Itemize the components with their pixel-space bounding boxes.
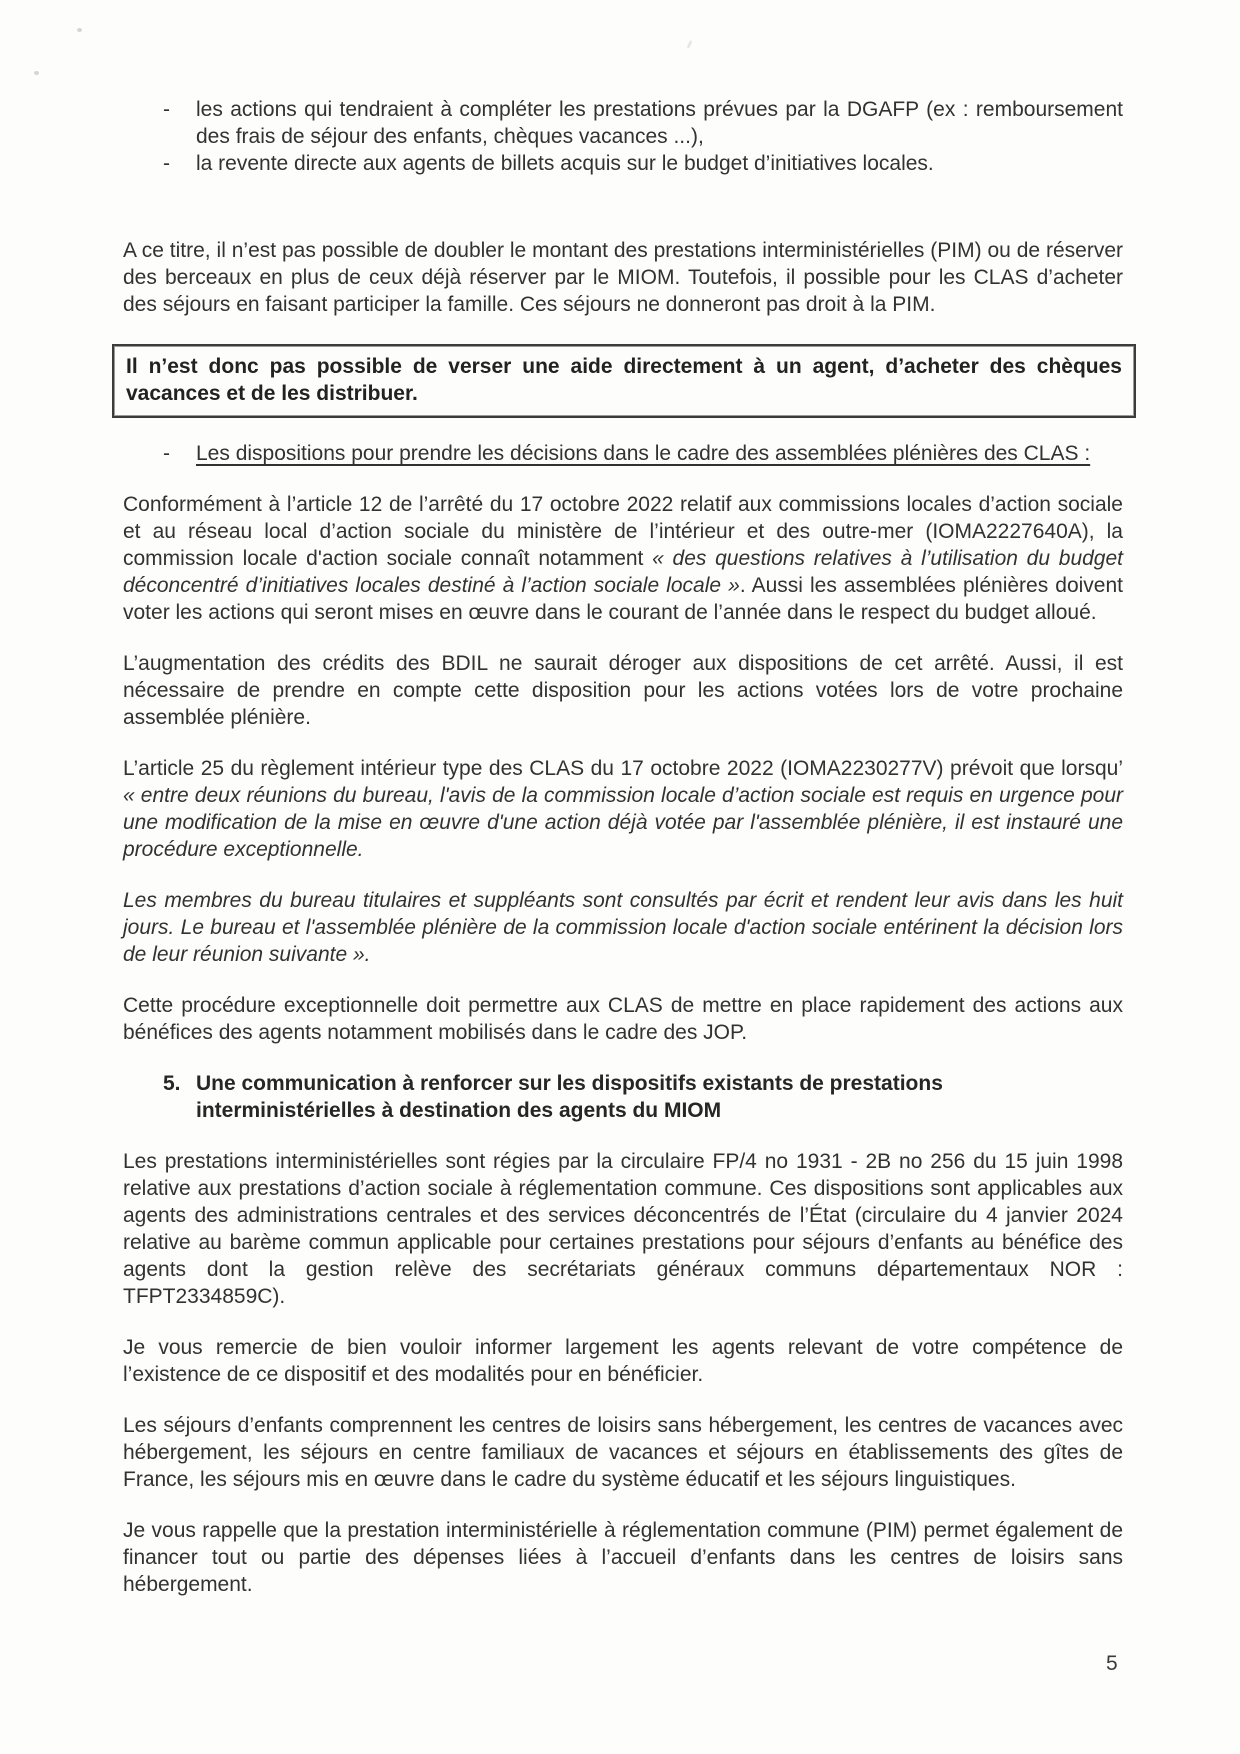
section-number: 5. — [163, 1072, 181, 1095]
boxed-statement — [112, 344, 1136, 418]
section-5-heading-text: Une communication à renforcer sur les dispositifs existants de prestations interministérielles à destination des agents du MIOM — [196, 1072, 943, 1122]
list-item — [123, 96, 1123, 150]
bullet-dash: - — [163, 98, 170, 121]
paragraph-conformement-article-12 — [123, 491, 1123, 626]
paragraph-segment: L’article 25 du règlement intérieur type des CLAS du 17 octobre 2022 (IOMA2230277V) prévoit que lorsqu’ — [123, 757, 1123, 780]
underlined-heading — [123, 440, 1123, 467]
paragraph-segment: . Aussi les assemblées plénières doivent voter les actions qui seront mises en œuvre dans le courant de l’année dans le respect du budget alloué. — [123, 574, 1123, 624]
paragraph-prestations-interministerielles: Les prestations interministérielles sont régies par la circulaire FP/4 no 1931 - 2B no 256 du 15 juin 1998 relative aux prestations d’action sociale à réglementation commune. Ces dispositions sont applicables aux agents des administrations centrales et des services déconcentrés de l’État (circulaire du 4 janvier 2024 relative au barème commun applicable pour certaines prestations pour séjours d’enfants au bénéfice des agents dont la gestion relève des secrétariats généraux communs départementaux NOR : TFPT2334859C). — [123, 1150, 1123, 1308]
paragraph-je-vous-remercie: Je vous remercie de bien vouloir informer largement les agents relevant de votre compétence de l’existence de ce dispositif et des modalités pour en bénéficier. — [123, 1336, 1123, 1386]
boxed-statement-text: Il n’est donc pas possible de verser une aide directement à un agent, d’acheter des chèques vacances et de les distribuer. — [126, 355, 1122, 405]
scan-artifact — [77, 28, 82, 32]
paragraph-segment: Conformément à l’article 12 de l’arrêté du 17 octobre 2022 relatif aux commissions locales d’action sociale et au réseau local d’action sociale du ministère de l’intérieur et des outre-mer (IOMA2227640A), la commission locale d'action sociale connaît notamment — [123, 493, 1123, 570]
paragraph-membres-bureau-quote: Les membres du bureau titulaires et suppléants sont consultés par écrit et rendent leur avis dans les huit jours. Le bureau et l'assemblée plénière de la commission locale d'action sociale entérinent la décision lors de leur réunion suivante ». — [123, 889, 1123, 966]
bullet-dash: - — [163, 152, 170, 175]
bullet-text: les actions qui tendraient à compléter les prestations prévues par la DGAFP (ex : remboursement des frais de séjour des enfants, chèques vacances ...), — [196, 98, 1123, 148]
paragraph-article-25 — [123, 755, 1123, 863]
bullet-dash: - — [163, 442, 170, 465]
bullet-text: la revente directe aux agents de billets acquis sur le budget d’initiatives locales. — [196, 152, 934, 175]
scan-artifact — [686, 40, 693, 49]
list-item — [123, 150, 1123, 177]
underlined-heading-text: Les dispositions pour prendre les décisions dans le cadre des assemblées plénières des CLAS : — [196, 442, 1091, 465]
page-number: 5 — [1106, 1652, 1118, 1675]
scan-artifact — [34, 71, 39, 75]
paragraph-procedure-exceptionnelle: Cette procédure exceptionnelle doit permettre aux CLAS de mettre en place rapidement des actions aux bénéfices des agents notamment mobilisés dans le cadre des JOP. — [123, 994, 1123, 1044]
paragraph-augmentation-credits-bdil: L’augmentation des crédits des BDIL ne saurait déroger aux dispositions de cet arrêté. Aussi, il est nécessaire de prendre en compte cette disposition pour les actions votées lors de votre prochaine assemblée plénière. — [123, 652, 1123, 729]
quoted-italic-segment: « entre deux réunions du bureau, l'avis de la commission locale d’action sociale est requis en urgence pour une modification de la mise en œuvre d'une action déjà votée par l'assemblée plénière, il est instauré une procédure exceptionnelle. — [123, 784, 1123, 861]
paragraph-je-vous-rappelle: Je vous rappelle que la prestation interministérielle à réglementation commune (PIM) permet également de financer tout ou partie des dépenses liées à l’accueil d’enfants dans les centres de loisirs sans hébergement. — [123, 1519, 1123, 1596]
quoted-italic-segment: « des questions relatives à l’utilisation du budget déconcentré d’initiatives locales destiné à l’action sociale locale » — [123, 547, 1123, 597]
paragraph-sejours-enfants: Les séjours d’enfants comprennent les centres de loisirs sans hébergement, les centres de vacances avec hébergement, les séjours en centre familiaux de vacances et séjours en établissements des gîtes de France, les séjours mis en œuvre dans le cadre du système éducatif et les séjours linguistiques. — [123, 1414, 1123, 1491]
section-5-heading — [123, 1070, 1123, 1124]
paragraph-a-ce-titre: A ce titre, il n’est pas possible de doubler le montant des prestations interministérielles (PIM) ou de réserver des berceaux en plus de ceux déjà réserver par le MIOM. Toutefois, il possible pour les CLAS d’acheter des séjours en faisant participer la famille. Ces séjours ne donneront pas droit à la PIM. — [123, 239, 1123, 316]
document-body — [123, 96, 1123, 1598]
